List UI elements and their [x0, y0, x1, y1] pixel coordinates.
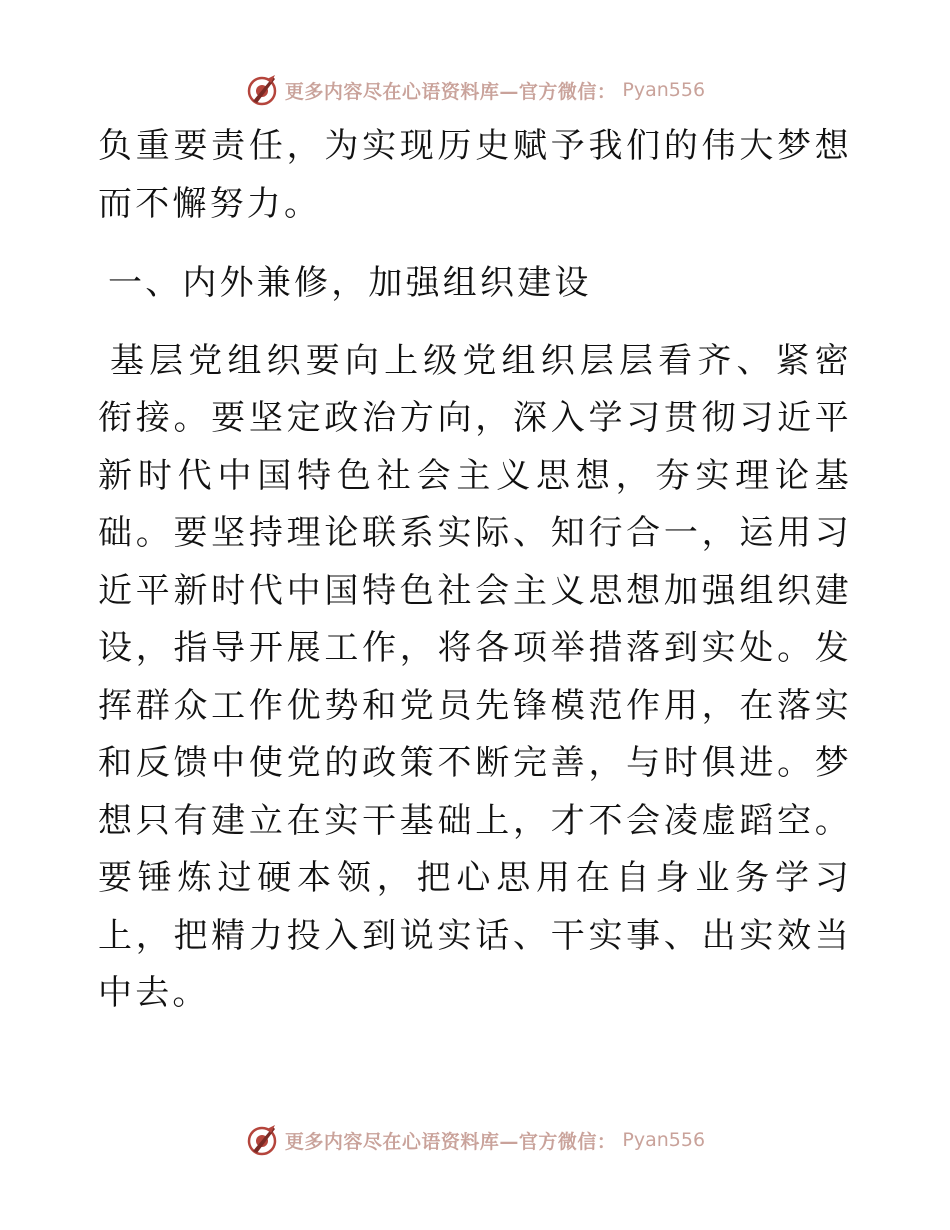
footer-watermark [0, 1120, 950, 1160]
header-watermark [0, 70, 950, 110]
watermark-wechat-id: Pyan556 [622, 79, 706, 101]
paragraph-continuation: 负重要责任，为实现历史赋予我们的伟大梦想而不懈努力。 [98, 126, 852, 224]
quill-logo-icon [245, 1123, 279, 1157]
section-heading: 一、内外兼修，加强组织建设 [108, 263, 592, 303]
paragraph-body: 基层党组织要向上级党组织层层看齐、紧密衔接。要坚定政治方向，深入学习贯彻习近平新时代中国特色社会主义思想，夯实理论基础。要坚持理论联系实际、知行合一，运用习近平新时代中国特色社会主义思想加强组织建设，指导开展工作，将各项举措落到实处。发挥群众工作优势和党员先锋模范作用，在落实和反馈中使党的政策不断完善，与时俱进。梦想只有建立在实干基础上，才不会凌虚蹈空。要锤炼过硬本领，把心思用在自身业务学习上，把精力投入到说实话、干实事、出实效当中去。 [98, 340, 852, 1013]
quill-logo-icon [245, 73, 279, 107]
watermark-text: 更多内容尽在心语资料库—官方微信： [284, 1130, 617, 1153]
document-body [98, 118, 852, 1023]
watermark-wechat-id: Pyan556 [622, 1129, 706, 1151]
watermark-text: 更多内容尽在心语资料库—官方微信： [284, 80, 617, 103]
